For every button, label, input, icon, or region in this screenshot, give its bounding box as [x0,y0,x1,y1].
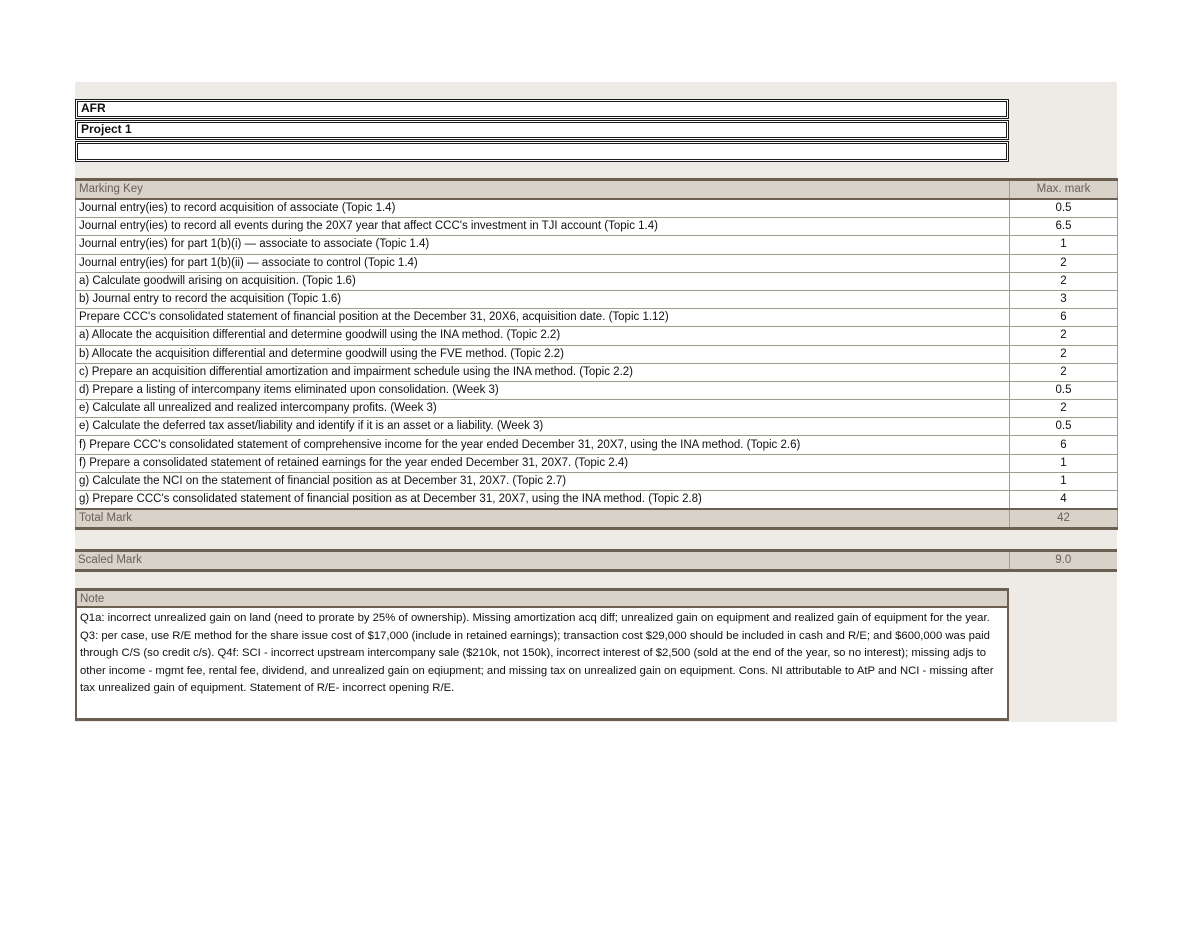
table-row [76,454,1118,472]
table-row [76,199,1118,218]
criterion-cell[interactable]: g) Calculate the NCI on the statement of financial position as at December 31, 20X7. (Topic 2.7) [76,472,1010,490]
max-mark-cell[interactable]: 2 [1010,400,1118,418]
scaled-mark-label[interactable]: Scaled Mark [75,551,1009,571]
table-row [76,254,1118,272]
course-label: AFR [81,101,106,115]
table-row [76,309,1118,327]
max-mark-cell[interactable]: 3 [1010,290,1118,308]
total-label[interactable]: Total Mark [76,509,1010,529]
criterion-cell[interactable]: e) Calculate the deferred tax asset/liability and identify if it is an asset or a liability. (Week 3) [76,418,1010,436]
project-cell[interactable] [75,120,1009,140]
table-row [76,363,1118,381]
course-cell[interactable] [75,99,1009,119]
marking-key-table [75,178,1118,530]
blank-cell[interactable] [75,141,1009,162]
table-row [76,436,1118,454]
max-mark-header[interactable]: Max. mark [1010,180,1118,200]
max-mark-cell[interactable]: 1 [1010,236,1118,254]
criterion-cell[interactable]: d) Prepare a listing of intercompany items eliminated upon consolidation. (Week 3) [76,381,1010,399]
criterion-cell[interactable]: c) Prepare an acquisition differential amortization and impairment schedule using the INA method. (Topic 2.2) [76,363,1010,381]
total-value[interactable]: 42 [1010,509,1118,529]
criterion-cell[interactable]: Prepare CCC's consolidated statement of financial position at the December 31, 20X6, acquisition date. (Topic 1.12) [76,309,1010,327]
criterion-cell[interactable]: g) Prepare CCC's consolidated statement of financial position as at December 31, 20X7, using the INA method. (Topic 2.8) [76,491,1010,510]
max-mark-cell[interactable]: 2 [1010,272,1118,290]
table-row [76,491,1118,510]
table-row [76,236,1118,254]
max-mark-cell[interactable]: 6 [1010,436,1118,454]
criterion-cell[interactable]: Journal entry(ies) for part 1(b)(ii) — associate to control (Topic 1.4) [76,254,1010,272]
scaled-mark-value[interactable]: 9.0 [1009,551,1117,571]
note-text[interactable]: Q1a: incorrect unrealized gain on land (need to prorate by 25% of ownership). Missing amortization acq diff; unrealized gain on equipment and realized gain of equipment for the year. Q3: per case, use R/E method for the share issue cost of $17,000 (include in retained earnings); transaction cost $29,000 should be included in cash and R/E; and $600,000 was paid through C/S (so credit c/s). Q4f: SCI - incorrect upstream intercompany sale ($210k, not 150k), incorrect interest of $2,500 (sold at the end of the year, so no interest); missing adjs to other income - mgmt fee, rental fee, dividend, and unrealized gain on eqiupment; and missing tax on unrealized gain on equipment. Cons. NI attributable to AtP and NCI - missing after tax unrealized gain of equipment. Statement of R/E- incorrect opening R/E. [75,608,1009,721]
criterion-cell[interactable]: b) Allocate the acquisition differential and determine goodwill using the FVE method. (Topic 2.2) [76,345,1010,363]
criterion-cell[interactable]: b) Journal entry to record the acquisition (Topic 1.6) [76,290,1010,308]
scaled-mark-row [75,551,1117,571]
max-mark-cell[interactable]: 0.5 [1010,381,1118,399]
max-mark-cell[interactable]: 1 [1010,454,1118,472]
max-mark-cell[interactable]: 0.5 [1010,199,1118,218]
project-label: Project 1 [81,122,132,136]
table-row [76,218,1118,236]
criterion-cell[interactable]: Journal entry(ies) to record all events during the 20X7 year that affect CCC's investment in TJI account (Topic 1.4) [76,218,1010,236]
max-mark-cell[interactable]: 2 [1010,363,1118,381]
max-mark-cell[interactable]: 1 [1010,472,1118,490]
criterion-cell[interactable]: e) Calculate all unrealized and realized intercompany profits. (Week 3) [76,400,1010,418]
criterion-cell[interactable]: Journal entry(ies) for part 1(b)(i) — associate to associate (Topic 1.4) [76,236,1010,254]
scaled-mark-table [75,549,1117,572]
table-row [76,345,1118,363]
criterion-cell[interactable]: a) Calculate goodwill arising on acquisition. (Topic 1.6) [76,272,1010,290]
max-mark-cell[interactable]: 2 [1010,327,1118,345]
table-row [76,472,1118,490]
criterion-cell[interactable]: a) Allocate the acquisition differential and determine goodwill using the INA method. (Topic 2.2) [76,327,1010,345]
max-mark-cell[interactable]: 6 [1010,309,1118,327]
criterion-cell[interactable]: f) Prepare a consolidated statement of retained earnings for the year ended December 31, 20X7. (Topic 2.4) [76,454,1010,472]
table-row [76,418,1118,436]
max-mark-cell[interactable]: 6.5 [1010,218,1118,236]
marking-key-header-row [76,180,1118,200]
note-header[interactable]: Note [75,588,1009,608]
max-mark-cell[interactable]: 4 [1010,491,1118,510]
table-row [76,327,1118,345]
table-row [76,400,1118,418]
total-row [76,509,1118,529]
max-mark-cell[interactable]: 0.5 [1010,418,1118,436]
criterion-cell[interactable]: f) Prepare CCC's consolidated statement of comprehensive income for the year ended December 31, 20X7, using the INA method. (Topic 2.6) [76,436,1010,454]
table-row [76,272,1118,290]
max-mark-cell[interactable]: 2 [1010,345,1118,363]
criterion-cell[interactable]: Journal entry(ies) to record acquisition of associate (Topic 1.4) [76,199,1010,218]
table-row [76,381,1118,399]
table-row [76,290,1118,308]
marking-key-header[interactable]: Marking Key [76,180,1010,200]
max-mark-cell[interactable]: 2 [1010,254,1118,272]
